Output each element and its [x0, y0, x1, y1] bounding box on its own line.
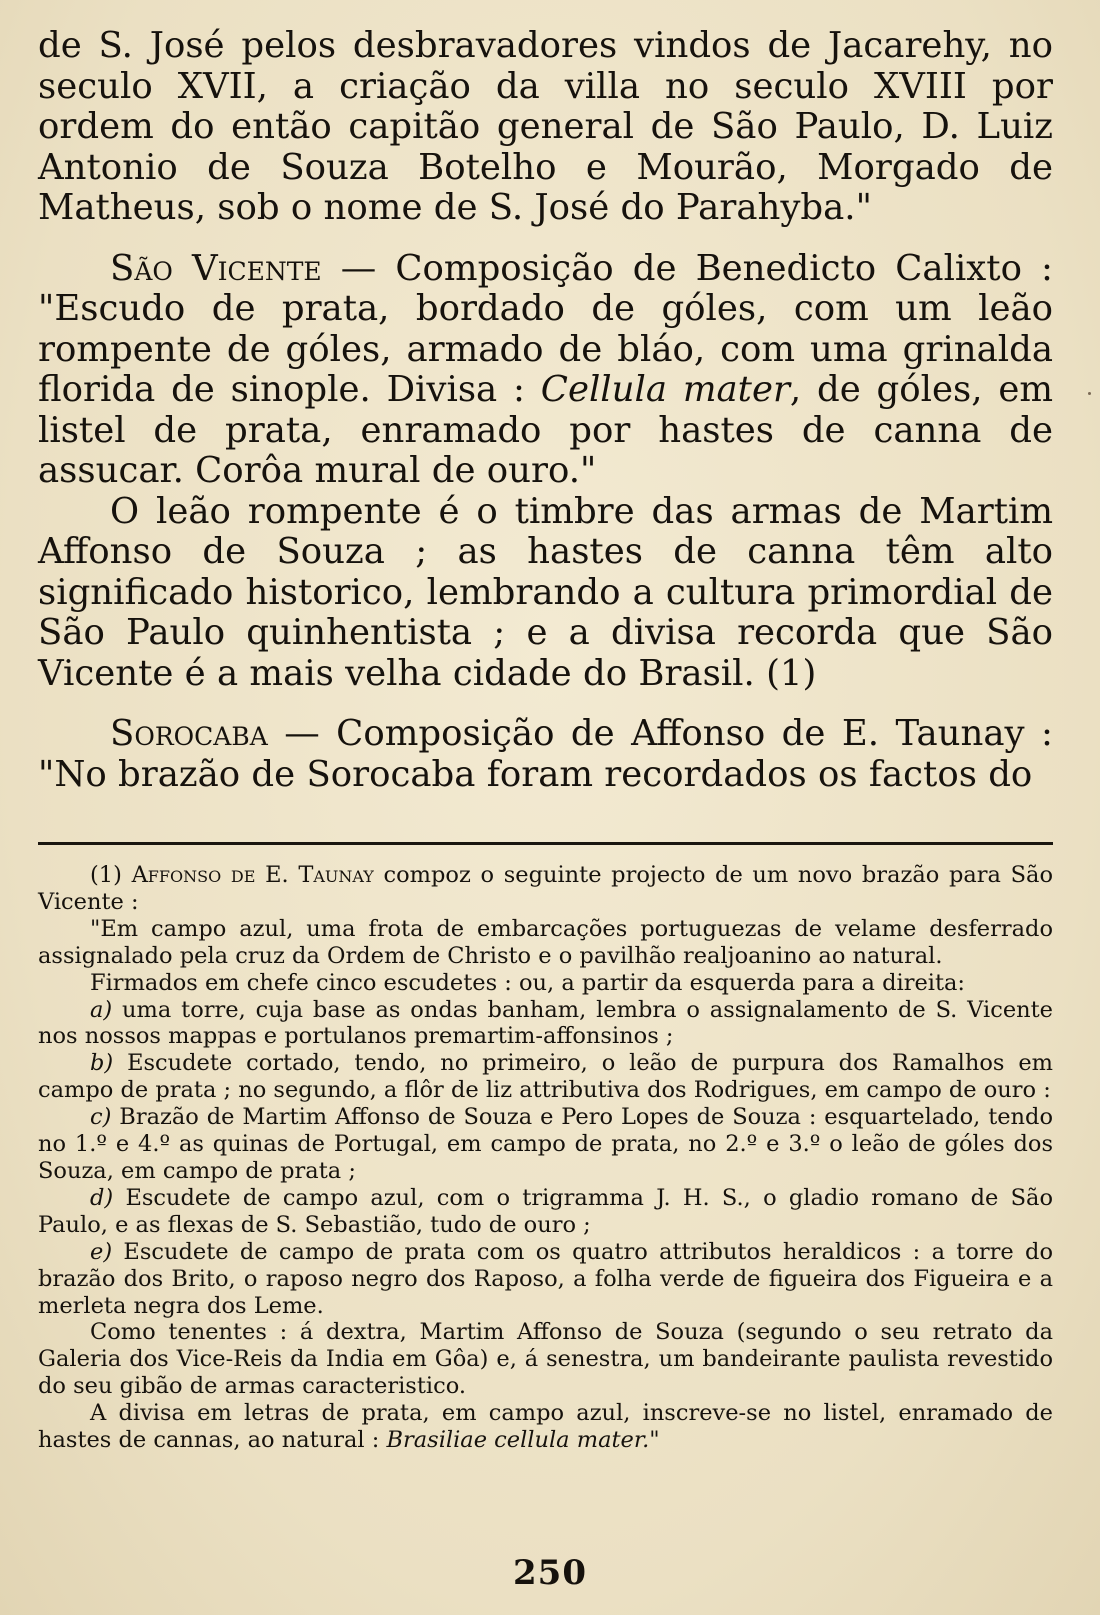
footnote-item-d	[38, 1185, 1053, 1239]
footnote-paragraph-escudetes: Firmados em chefe cinco escudetes : ou, a partir da esquerda para a direita:	[90, 969, 966, 996]
footnote-item-label: c)	[90, 1104, 112, 1131]
paragraph-sorocaba	[38, 714, 1053, 795]
footnote	[38, 862, 1053, 1454]
footnote-paragraph-frota: "Em campo azul, uma frota de embarcações portuguezas de velame desferrado assignalado pela cruz da Ordem de Christo e o pavilhão realjoanino ao natural.	[38, 915, 1053, 969]
footnote-item-a	[38, 997, 1053, 1051]
footnote-item-text: uma torre, cuja base as ondas banham, lembra o assignalamento de S. Vicente nos nossos mappas e portulanos premartim-affonsinos ;	[38, 996, 1053, 1050]
footnote-separator-rule	[38, 842, 1053, 845]
divisa-motto: Brasiliae cellula mater.	[386, 1427, 650, 1454]
footnote-item-text: Escudete cortado, tendo, no primeiro, o leão de purpura dos Ramalhos em campo de prata ; no segundo, a flôr de liz attributiva dos Rodrigues, em campo de ouro :	[38, 1050, 1053, 1104]
footnote-item-label: e)	[90, 1238, 113, 1265]
main-text	[38, 26, 1053, 795]
footnote-item-c	[38, 1104, 1053, 1185]
footnote-item-label: d)	[90, 1184, 114, 1211]
footnote-item-b	[38, 1050, 1053, 1104]
paragraph-leao-rompente: O leão rompente é o timbre das armas de Martim Affonso de Souza ; as hastes de canna têm alto significado historico, lembrando a cultura primordial de São Paulo quinhentista ; e a divisa recorda que São Vicente é a mais velha cidade do Brasil. (1)	[38, 490, 1053, 694]
paper-speck	[1088, 392, 1091, 395]
page-number: 250	[513, 1553, 587, 1593]
footnote-item-text: Brazão de Martim Affonso de Souza e Pero Lopes de Souza : esquartelado, tendo no 1.º e 4.º as quinas de Portugal, em campo de prata, no 2.º e 3.º o leão de góles dos Souza, em campo de prata ;	[38, 1104, 1053, 1184]
footnote-author: Affonso de E. Taunay	[131, 862, 374, 888]
footnote-item-label: b)	[90, 1050, 114, 1077]
sao-vicente-text-1: — Composição de Benedicto Calixto : "Escudo de prata, bordado de góles, com um leão rompente de góles, armado de bláo, com uma grinalda florida de sinople. Divisa :	[38, 247, 1054, 410]
footnote-intro-text: compoz o seguinte projecto de um novo brazão para São Vicente :	[38, 862, 1054, 915]
paragraph-sao-jose-continuation: de S. José pelos desbravadores vindos de Jacarehy, no seculo XVII, a criação da villa no seculo XVIII por ordem do então capitão general de São Paulo, D. Luiz Antonio de Souza Botelho e Mourão, Morgado de Matheus, sob o nome de S. José do Parahyba."	[38, 25, 1053, 228]
sao-vicente-text-2: , de góles, em listel de prata, enramado por hastes de canna de assucar. Corôa mural de ouro."	[38, 369, 1053, 491]
footnote-item-text: Escudete de campo de prata com os quatro attributos heraldicos : a torre do brazão dos Brito, o raposo negro dos Raposo, a folha verde de figueira dos Figueira e a merleta negra dos Leme.	[38, 1238, 1053, 1319]
divisa-text: A divisa em letras de prata, em campo azul, inscreve-se no listel, enramado de hastes de cannas, ao natural :	[38, 1400, 1053, 1454]
paragraph-sao-vicente	[38, 249, 1053, 492]
divisa-close-quote: "	[649, 1427, 660, 1454]
sao-vicente-motto: Cellula mater	[540, 369, 790, 410]
footnote-item-text: Escudete de campo azul, com o trigramma J. H. S., o gladio romano de São Paulo, e as flexas de S. Sebastião, tudo de ouro ;	[38, 1184, 1053, 1238]
footnote-marker: (1)	[90, 862, 122, 888]
sorocaba-text: — Composição de Affonso de E. Taunay : "No brazão de Sorocaba foram recordados os factos do	[38, 713, 1053, 795]
footnote-paragraph-tenentes: Como tenentes : á dextra, Martim Affonso de Souza (segundo o seu retrato da Galeria dos Vice-Reis da India em Gôa) e, á senestra, um bandeirante paulista revestido do seu gibão de armas caracteristico.	[38, 1319, 1053, 1400]
heading-sorocaba: Sorocaba	[110, 713, 268, 754]
heading-sao-vicente: São Vicente	[110, 247, 322, 289]
footnote-paragraph-divisa	[38, 1400, 1053, 1454]
footnote-item-e	[38, 1239, 1053, 1320]
footnote-item-label: a)	[90, 996, 113, 1023]
footnote-intro	[38, 862, 1053, 916]
